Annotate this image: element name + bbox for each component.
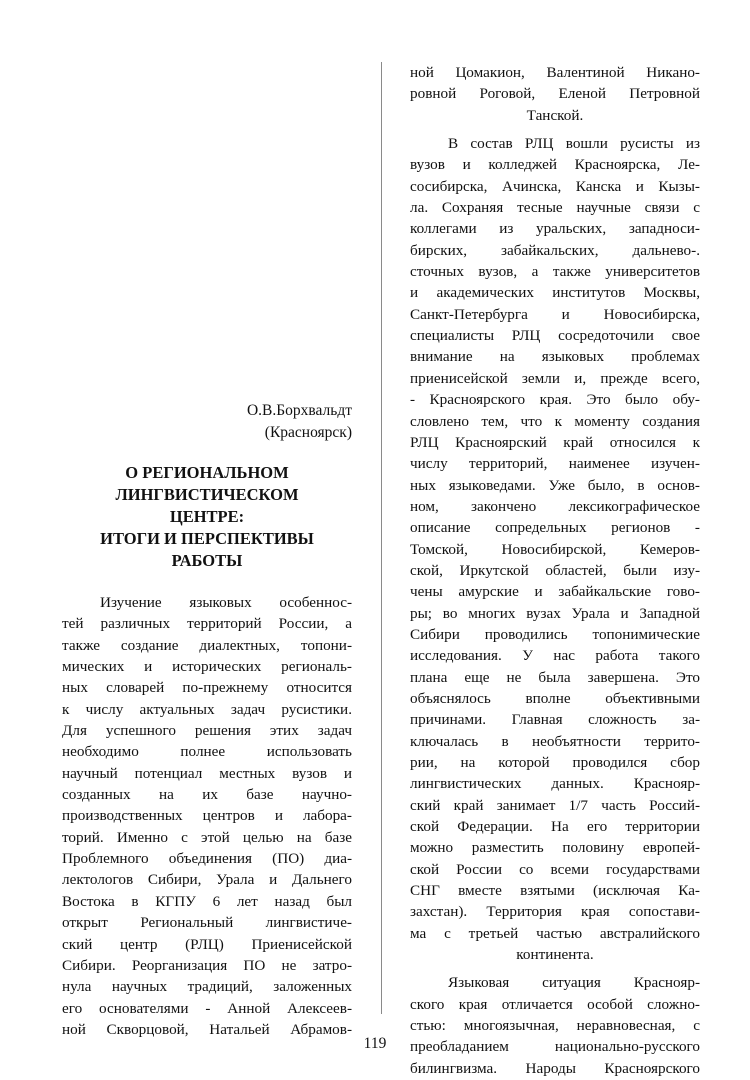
- title-line: ЦЕНТРЕ:: [169, 507, 245, 526]
- title-line: РАБОТЫ: [171, 551, 243, 570]
- text-line: Для успешного решения этих задач: [62, 722, 352, 740]
- text-line: приенисейской земли и, прежде всего,: [410, 369, 700, 387]
- text-line: Томской, Новосибирской, Кемеров-: [410, 540, 700, 558]
- text-line: плана еще не была завершена. Это: [410, 668, 700, 686]
- text-line: объяснялось вполне объективными: [410, 689, 700, 707]
- text-line: ский край занимает 1/7 часть Россий-: [410, 796, 700, 814]
- text-line: - Красноярского края. Это было обу-: [410, 391, 700, 409]
- text-line: также создание диалектных, топони-: [62, 636, 352, 654]
- text-line: билингвизма. Народы Красноярского: [410, 1059, 700, 1077]
- text-line: рии, на которой проводился сбор: [410, 754, 700, 771]
- text-line: вузов и колледжей Красноярска, Ле-: [410, 156, 700, 174]
- text-line: стью: многоязычная, неравновесная, с: [410, 1017, 700, 1035]
- text-line: коллегами из уральских, западноси-: [410, 220, 700, 238]
- right-paragraph-2: [410, 133, 700, 965]
- text-line: сточных вузов, а также университетов: [410, 263, 700, 281]
- text-line: производственных центров и лабора-: [62, 807, 352, 825]
- title-line: ЛИНГВИСТИЧЕСКОМ: [115, 485, 299, 504]
- text-line: нула научных традиций, заложенных: [62, 978, 352, 996]
- text-line: ной Скворцовой, Натальей Абрамов-: [62, 1020, 352, 1038]
- text-line: ской России со всеми государствами: [410, 860, 700, 878]
- text-line: захстан). Территория края сопостави-: [410, 903, 700, 921]
- text-line: числу территорий, наименее изучен-: [410, 455, 700, 473]
- text-line: исследования. У нас работа такого: [410, 647, 700, 665]
- text-line: ского края отличается особой сложно-: [410, 995, 700, 1013]
- left-column: [62, 400, 352, 1038]
- author-name: О.В.Борхвальдт: [246, 402, 352, 419]
- text-line: открыт Региональный лингвистиче-: [62, 914, 352, 932]
- text-line: В состав РЛЦ вошли русисты из: [448, 135, 700, 153]
- text-line: к числу актуальных задач русистики.: [62, 700, 352, 718]
- right-paragraph-3: [410, 972, 700, 1079]
- author-block: [62, 400, 352, 444]
- right-paragraph-1: [410, 62, 700, 126]
- text-line: мических и исторических региональ-: [62, 658, 352, 676]
- text-line: необходимо полнее использовать: [62, 743, 352, 761]
- text-line: ном, закончено лексикографическое: [410, 497, 700, 515]
- text-line: Сибири. Реорганизация ПО не затро-: [62, 956, 352, 974]
- text-line: Востока в КГПУ 6 лет назад был: [62, 892, 352, 910]
- title-line: О РЕГИОНАЛЬНОМ: [125, 463, 289, 482]
- article-title: [62, 462, 352, 572]
- text-line: Сибири проводились топонимические: [410, 625, 700, 643]
- text-line: его основателями - Анной Алексеев-: [62, 999, 352, 1017]
- right-column: [410, 62, 700, 1077]
- text-line: ной Цомакион, Валентиной Никано-: [410, 64, 700, 81]
- text-line: ской Федерации. На его территории: [410, 818, 700, 836]
- text-line: описание сопредельных регионов -: [410, 519, 700, 537]
- author-city: (Красноярск): [264, 424, 352, 441]
- text-line: внимание на языковых проблемах: [410, 348, 700, 366]
- text-line: и академических институтов Москвы,: [410, 284, 700, 302]
- text-line: научный потенциал местных вузов и: [62, 764, 352, 782]
- text-line: континента.: [516, 946, 594, 964]
- text-line: ла. Сохраняя тесные научные связи с: [410, 199, 700, 217]
- left-paragraph: [62, 592, 352, 1040]
- text-line: Танской.: [526, 106, 584, 124]
- text-line: ской, Иркутской областей, были изу-: [410, 561, 700, 579]
- text-line: тей различных территорий России, а: [62, 615, 352, 633]
- text-line: ровной Роговой, Еленой Петровной: [410, 85, 700, 103]
- text-line: специалисты РЛЦ сосредоточили свое: [410, 327, 700, 345]
- text-line: Санкт-Петербурга и Новосибирска,: [410, 305, 700, 323]
- text-line: ных словарей по-прежнему относится: [62, 679, 352, 697]
- text-line: Изучение языковых особеннос-: [100, 594, 352, 611]
- text-line: ных языковедами. Уже было, в основ-: [410, 476, 700, 494]
- text-line: преобладанием национально-русского: [410, 1038, 700, 1056]
- text-line: Проблемного объединения (ПО) диа-: [62, 850, 352, 868]
- text-line: сосибирска, Ачинска, Канска и Кызы-: [410, 177, 700, 195]
- text-line: СНГ вместе взятыми (исключая Ка-: [410, 882, 700, 900]
- text-line: причинами. Главная сложность за-: [410, 711, 700, 729]
- text-line: ский центр (РЛЦ) Приенисейской: [62, 935, 352, 953]
- text-line: бирских, забайкальских, дальнево-.: [410, 241, 700, 259]
- text-line: Языковая ситуация Краснояр-: [448, 974, 700, 992]
- page-number: 119: [363, 1035, 387, 1052]
- text-line: ры; во многих вузах Урала и Западной: [410, 604, 700, 622]
- title-line: ИТОГИ И ПЕРСПЕКТИВЫ: [100, 529, 314, 548]
- text-line: созданных на их базе научно-: [62, 786, 352, 804]
- text-line: лингвистических данных. Краснояр-: [410, 775, 700, 793]
- column-divider: [381, 62, 382, 1014]
- text-line: ключалась в необъятности террито-: [410, 732, 700, 750]
- text-line: чены амурские и забайкальские гово-: [410, 583, 700, 601]
- text-line: торий. Именно с этой целью на базе: [62, 828, 352, 846]
- text-line: РЛЦ Красноярский край относился к: [410, 433, 700, 451]
- text-line: лектологов Сибири, Урала и Дальнего: [62, 871, 352, 889]
- text-line: можно разместить половину европей-: [410, 839, 700, 857]
- text-line: ма с третьей частью австралийского: [410, 924, 700, 942]
- text-line: словлено тем, что к моменту создания: [410, 412, 700, 430]
